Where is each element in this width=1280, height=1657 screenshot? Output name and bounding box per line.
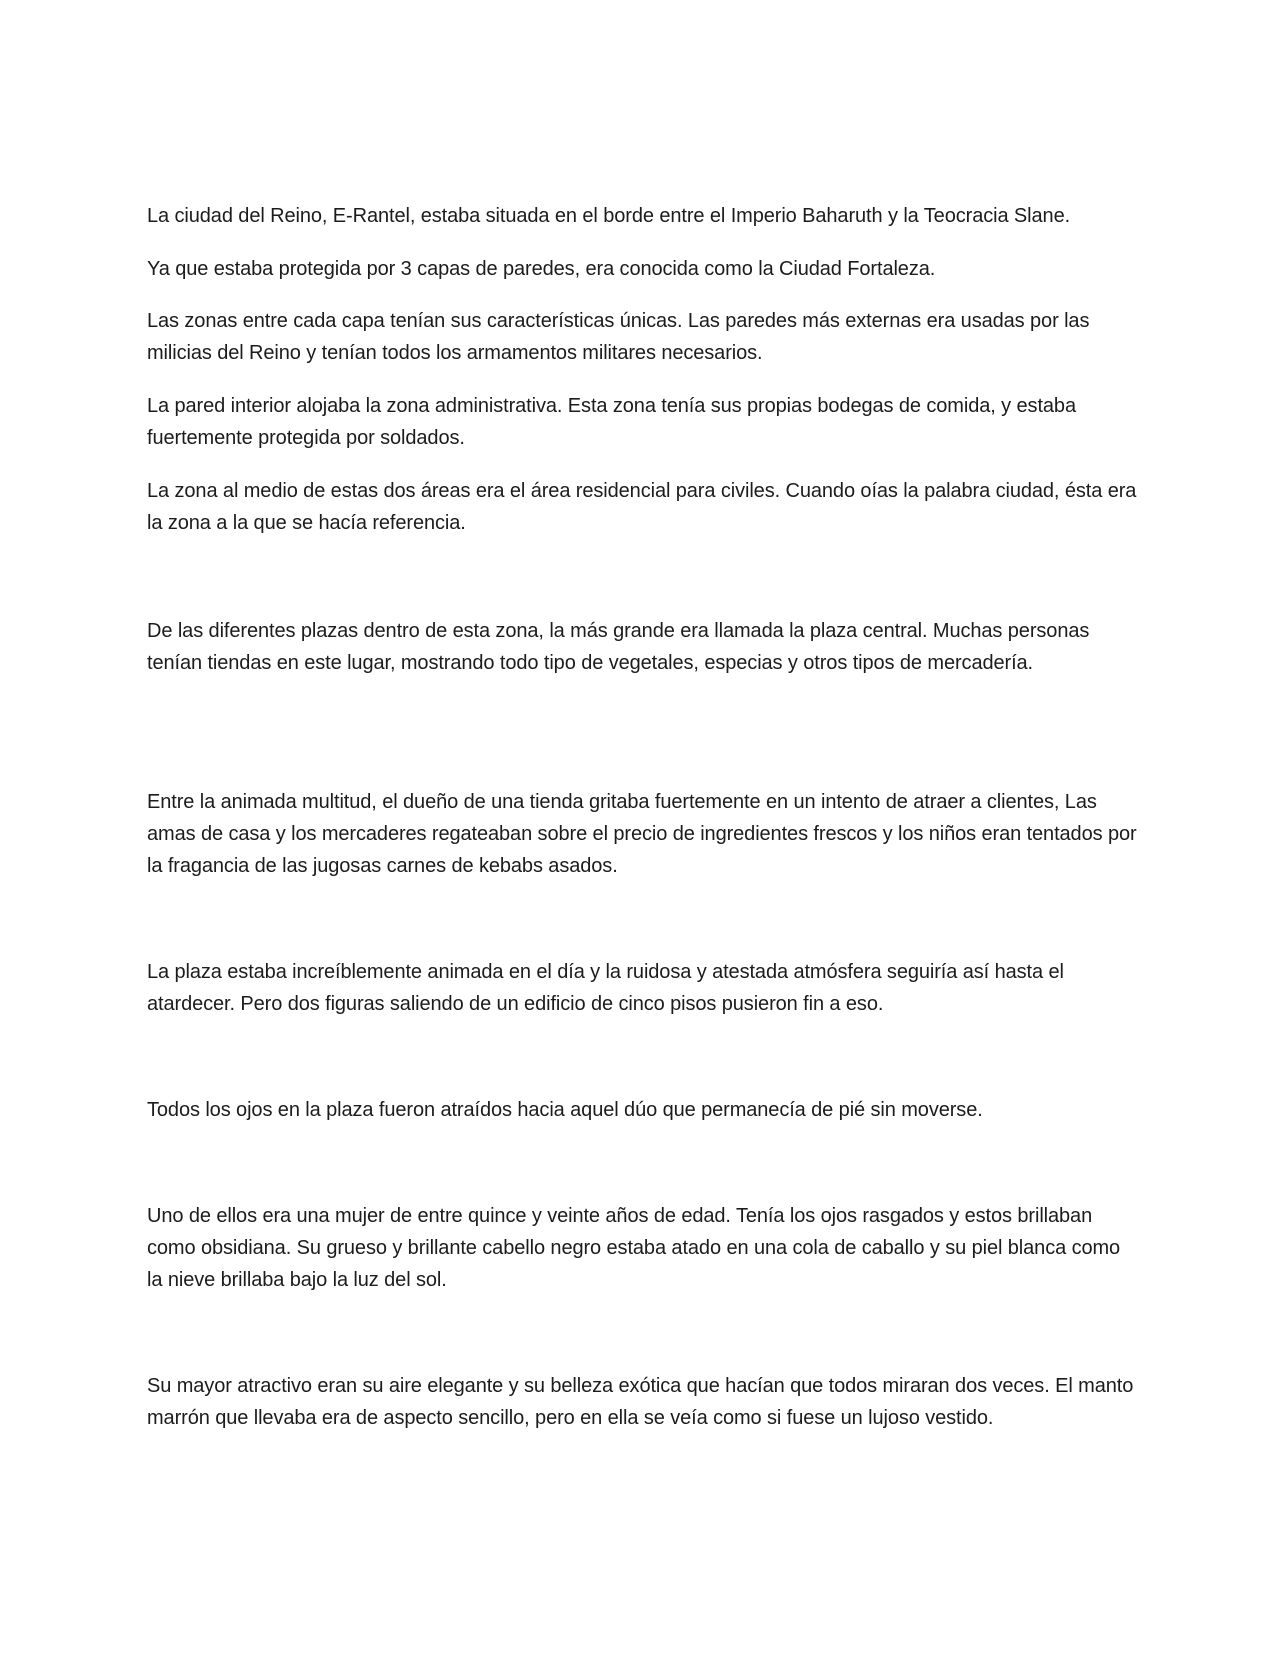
paragraph-9: Todos los ojos en la plaza fueron atraídos hacia aquel dúo que permanecía de pié sin moverse. bbox=[147, 1099, 983, 1121]
paragraph-3: Las zonas entre cada capa tenían sus características únicas. Las paredes más externas era usadas por las milicias del Reino y tenían todos los armamentos militares necesarios. bbox=[147, 310, 1090, 364]
paragraph-11: Su mayor atractivo eran su aire elegante y su belleza exótica que hacían que todos miraran dos veces. El manto marrón que llevaba era de aspecto sencillo, pero en ella se veía como si fuese un lujoso vestido. bbox=[147, 1375, 1134, 1429]
paragraph-1: La ciudad del Reino, E-Rantel, estaba situada en el borde entre el Imperio Baharuth y la Teocracia Slane. bbox=[147, 205, 1071, 227]
paragraph-6: De las diferentes plazas dentro de esta zona, la más grande era llamada la plaza central. Muchas personas tenían tiendas en este lugar, mostrando todo tipo de vegetales, especias y otros tipos de mercadería. bbox=[147, 620, 1090, 674]
paragraph-8: La plaza estaba increíblemente animada en el día y la ruidosa y atestada atmósfera seguiría así hasta el atardecer. Pero dos figuras saliendo de un edificio de cinco pisos pusieron fin a eso. bbox=[147, 961, 1064, 1015]
paragraph-7: Entre la animada multitud, el dueño de una tienda gritaba fuertemente en un intento de atraer a clientes, Las amas de casa y los mercaderes regateaban sobre el precio de ingredientes frescos y los niños eran tentados por la fragancia de las jugosas carnes de kebabs asados. bbox=[147, 791, 1137, 877]
paragraph-5: La zona al medio de estas dos áreas era el área residencial para civiles. Cuando oías la palabra ciudad, ésta era la zona a la que se hacía referencia. bbox=[147, 480, 1137, 534]
paragraph-4: La pared interior alojaba la zona administrativa. Esta zona tenía sus propias bodegas de comida, y estaba fuertemente protegida por soldados. bbox=[147, 395, 1076, 449]
paragraph-2: Ya que estaba protegida por 3 capas de paredes, era conocida como la Ciudad Fortaleza. bbox=[147, 258, 936, 280]
paragraph-10: Uno de ellos era una mujer de entre quince y veinte años de edad. Tenía los ojos rasgados y estos brillaban como obsidiana. Su grueso y brillante cabello negro estaba atado en una cola de caballo y su piel blanca como la nieve brillaba bajo la luz del sol. bbox=[147, 1205, 1121, 1291]
